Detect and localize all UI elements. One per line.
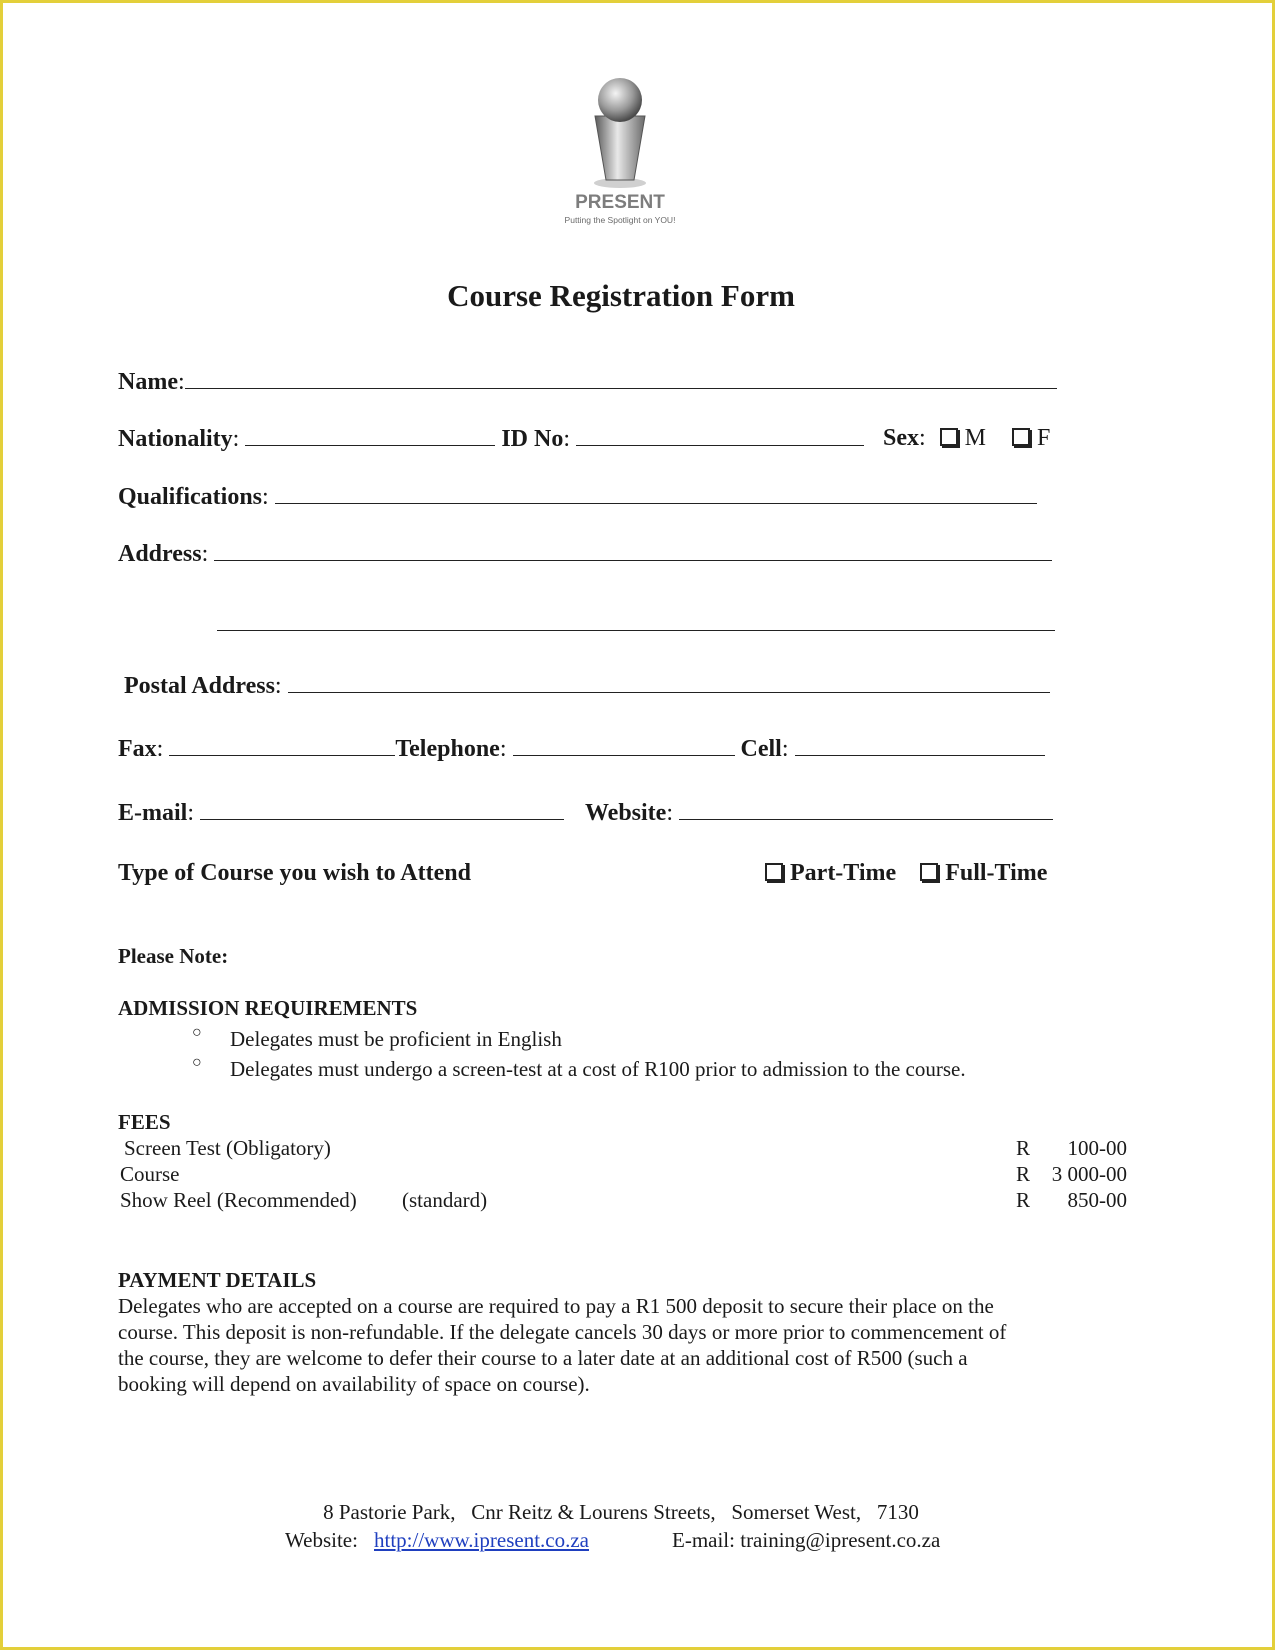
payment-heading: PAYMENT DETAILS bbox=[118, 1268, 317, 1292]
full-time-label: Full-Time bbox=[945, 860, 1048, 886]
address-label: Address bbox=[118, 541, 202, 567]
footer-website-link[interactable]: http://www.ipresent.co.za bbox=[374, 1528, 589, 1552]
name-field[interactable] bbox=[185, 368, 1057, 389]
postal-address-label: Postal Address bbox=[124, 673, 275, 699]
id-no-label: ID No bbox=[501, 426, 564, 452]
footer-email: E-mail: training@ipresent.co.za bbox=[672, 1528, 941, 1552]
course-type-label: Type of Course you wish to Attend bbox=[118, 860, 471, 886]
id-no-field[interactable] bbox=[576, 425, 864, 446]
cell-label: Cell bbox=[740, 736, 782, 762]
address-field-line2[interactable] bbox=[217, 610, 1055, 631]
fee-currency: R bbox=[1016, 1188, 1031, 1212]
website-field[interactable] bbox=[679, 799, 1053, 820]
email-field[interactable] bbox=[200, 799, 564, 820]
fees-heading: FEES bbox=[118, 1110, 171, 1134]
payment-line: course. This deposit is non-refundable. If the delegate cancels 30 days or more prior to commencement of bbox=[118, 1320, 1007, 1344]
logo-brand: PRESENT bbox=[575, 192, 665, 213]
address-row: Address: bbox=[118, 540, 1052, 568]
present-logo bbox=[540, 72, 700, 232]
payment-line: booking will depend on availability of space on course). bbox=[118, 1372, 590, 1396]
full-time-checkbox[interactable] bbox=[920, 863, 938, 881]
footer-website-label: Website: bbox=[285, 1528, 358, 1552]
admission-item: Delegates must undergo a screen-test at a cost of R100 prior to admission to the course. bbox=[230, 1057, 966, 1081]
postal-address-row: Postal Address: bbox=[124, 672, 1050, 700]
part-time-label: Part-Time bbox=[790, 860, 897, 886]
postal-address-field[interactable] bbox=[288, 672, 1050, 693]
bullet-icon: ○ bbox=[192, 1024, 202, 1041]
sex-m-checkbox[interactable] bbox=[940, 428, 958, 446]
telephone-label: Telephone bbox=[395, 736, 500, 762]
page-title: Course Registration Form bbox=[447, 278, 795, 313]
fee-amount: 850-00 bbox=[1067, 1188, 1127, 1212]
contact-row: Fax: Telephone: Cell: bbox=[118, 735, 1045, 763]
fax-field[interactable] bbox=[169, 735, 395, 756]
sex-label: Sex bbox=[883, 425, 919, 451]
name-label: Name bbox=[118, 369, 178, 395]
part-time-checkbox[interactable] bbox=[765, 863, 783, 881]
sex-group: Sex: M F bbox=[883, 425, 1051, 451]
bullet-icon: ○ bbox=[192, 1054, 202, 1071]
admission-heading: ADMISSION REQUIREMENTS bbox=[118, 996, 418, 1020]
sex-f-label: F bbox=[1037, 425, 1051, 451]
nationality-field[interactable] bbox=[245, 425, 495, 446]
fee-label: Show Reel (Recommended) bbox=[120, 1188, 357, 1212]
fee-amount: 3 000-00 bbox=[1051, 1162, 1127, 1186]
website-label: Website bbox=[585, 800, 667, 826]
cell-field[interactable] bbox=[795, 735, 1045, 756]
fax-label: Fax bbox=[118, 736, 157, 762]
footer-address: 8 Pastorie Park, Cnr Reitz & Lourens Streets, Somerset West, 7130 bbox=[323, 1500, 919, 1524]
address-field-line1[interactable] bbox=[214, 540, 1052, 561]
nationality-label: Nationality bbox=[118, 426, 233, 452]
website-group: Website: bbox=[585, 799, 1053, 827]
fee-amount: 100-00 bbox=[1067, 1136, 1127, 1160]
qualifications-label: Qualifications bbox=[118, 484, 263, 510]
payment-line: Delegates who are accepted on a course are required to pay a R1 500 deposit to secure their place on the bbox=[118, 1294, 994, 1318]
please-note-label: Please Note: bbox=[118, 944, 229, 968]
telephone-field[interactable] bbox=[513, 735, 735, 756]
nationality-row: Nationality: ID No: bbox=[118, 425, 864, 453]
name-row: Name: bbox=[118, 368, 1057, 396]
fee-currency: R bbox=[1016, 1162, 1031, 1186]
address-line2-row bbox=[217, 610, 1055, 638]
qualifications-row: Qualifications: bbox=[118, 483, 1037, 511]
fee-label: Course bbox=[120, 1162, 180, 1186]
online-row: E-mail: bbox=[118, 799, 564, 827]
qualifications-field[interactable] bbox=[275, 483, 1037, 504]
course-type-options bbox=[765, 860, 1047, 887]
sex-m-label: M bbox=[964, 425, 987, 451]
admission-item: Delegates must be proficient in English bbox=[230, 1027, 562, 1051]
fee-note: (standard) bbox=[402, 1188, 488, 1212]
payment-line: the course, they are welcome to defer their course to a later date at an additional cost of R500 (such a bbox=[118, 1346, 968, 1370]
sex-f-checkbox[interactable] bbox=[1012, 428, 1030, 446]
email-label: E-mail bbox=[118, 800, 188, 826]
logo-tagline: Putting the Spotlight on YOU! bbox=[564, 215, 676, 225]
fee-label: Screen Test (Obligatory) bbox=[124, 1136, 331, 1160]
fee-currency: R bbox=[1016, 1136, 1031, 1160]
spotlight-figure-icon bbox=[540, 72, 700, 192]
